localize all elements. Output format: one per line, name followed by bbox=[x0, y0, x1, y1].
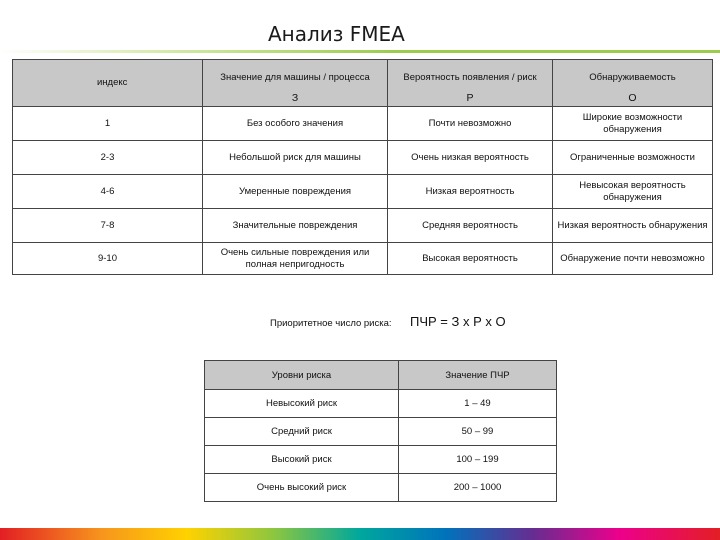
header-occurrence-letter: Р bbox=[466, 92, 474, 104]
risk-header-row bbox=[205, 361, 557, 390]
row-severity: Значительные повреждения bbox=[203, 209, 388, 243]
row-detection: Широкие возможности обнаружения bbox=[553, 107, 713, 141]
header-occurrence bbox=[388, 60, 553, 107]
header-risk-level: Уровни риска bbox=[205, 361, 399, 390]
row-detection: Невысокая вероятность обнаружения bbox=[553, 175, 713, 209]
table-row bbox=[205, 446, 557, 474]
row-occurrence: Очень низкая вероятность bbox=[388, 141, 553, 175]
header-detection-label: Обнаруживаемость bbox=[589, 72, 676, 83]
table-row bbox=[13, 243, 713, 275]
row-occurrence: Средняя вероятность bbox=[388, 209, 553, 243]
header-severity-label: Значение для машины / процесса bbox=[220, 72, 370, 83]
header-occurrence-label: Вероятность появления / риск bbox=[403, 72, 537, 83]
title-divider bbox=[0, 50, 720, 53]
fmea-table bbox=[12, 59, 713, 275]
risk-level: Невысокий риск bbox=[205, 390, 399, 418]
header-severity-letter: З bbox=[291, 92, 299, 104]
row-index: 1 bbox=[13, 107, 203, 141]
row-index: 9-10 bbox=[13, 243, 203, 275]
header-rpn-value: Значение ПЧР bbox=[399, 361, 557, 390]
row-detection: Обнаружение почти невозможно bbox=[553, 243, 713, 275]
rpn-range: 100 – 199 bbox=[399, 446, 557, 474]
rpn-formula: ПЧР = З x Р x О bbox=[410, 314, 506, 329]
risk-level: Средний риск bbox=[205, 418, 399, 446]
risk-level-table bbox=[204, 360, 557, 502]
decorative-color-stripe bbox=[0, 528, 720, 540]
risk-level: Высокий риск bbox=[205, 446, 399, 474]
row-occurrence: Почти невозможно bbox=[388, 107, 553, 141]
table-row bbox=[205, 418, 557, 446]
rpn-formula-label: Приоритетное число риска: bbox=[270, 318, 392, 329]
row-index: 7-8 bbox=[13, 209, 203, 243]
header-severity bbox=[203, 60, 388, 107]
header-index bbox=[13, 60, 203, 107]
rpn-range: 200 – 1000 bbox=[399, 474, 557, 502]
header-index-label: индекс bbox=[97, 77, 128, 88]
row-index: 4-6 bbox=[13, 175, 203, 209]
row-severity: Умеренные повреждения bbox=[203, 175, 388, 209]
row-detection: Ограниченные возможности bbox=[553, 141, 713, 175]
table-row bbox=[13, 209, 713, 243]
row-severity: Без особого значения bbox=[203, 107, 388, 141]
rpn-range: 1 – 49 bbox=[399, 390, 557, 418]
header-detection bbox=[553, 60, 713, 107]
table-row bbox=[205, 390, 557, 418]
fmea-header-row bbox=[13, 60, 713, 107]
table-row bbox=[13, 175, 713, 209]
row-occurrence: Низкая вероятность bbox=[388, 175, 553, 209]
table-row bbox=[205, 474, 557, 502]
header-detection-letter: О bbox=[628, 92, 637, 104]
rpn-range: 50 – 99 bbox=[399, 418, 557, 446]
row-index: 2-3 bbox=[13, 141, 203, 175]
row-occurrence: Высокая вероятность bbox=[388, 243, 553, 275]
table-row bbox=[13, 107, 713, 141]
row-severity: Очень сильные повреждения или полная непригодность bbox=[203, 243, 388, 275]
page-title: Анализ FMEA bbox=[268, 22, 405, 46]
risk-level: Очень высокий риск bbox=[205, 474, 399, 502]
table-row bbox=[13, 141, 713, 175]
row-severity: Небольшой риск для машины bbox=[203, 141, 388, 175]
row-detection: Низкая вероятность обнаружения bbox=[553, 209, 713, 243]
